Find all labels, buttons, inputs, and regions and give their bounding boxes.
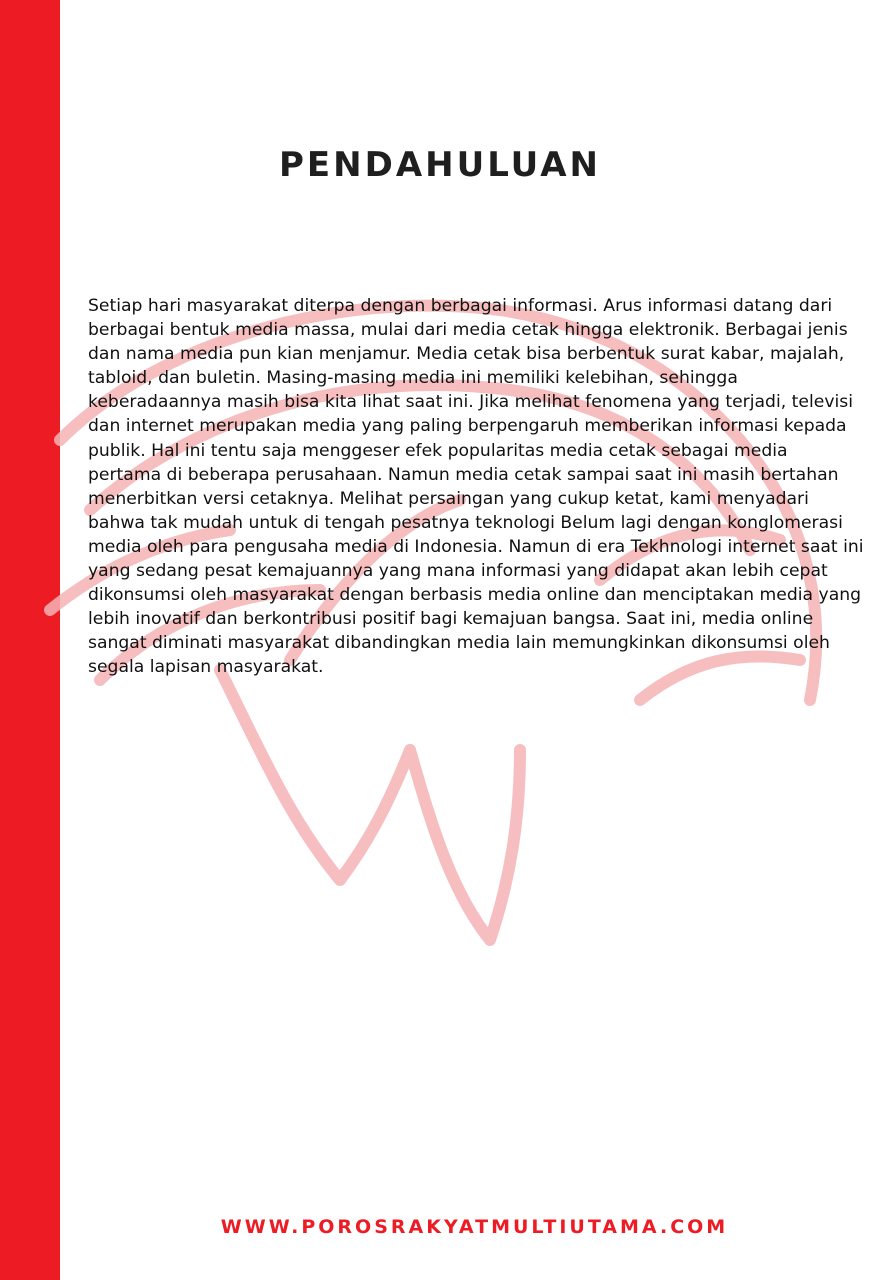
page-title: PENDAHULUAN — [279, 145, 601, 185]
intro-paragraph: Setiap hari masyarakat diterpa dengan berbagai informasi. Arus informasi datang dari berbagai bentuk media massa, mulai dari media cetak hingga elektronik. Berbagai jenis dan nama media pun kian menjamur. Media cetak bisa berbentuk surat kabar, majalah, tabloid, dan buletin. Masing-masing media ini memiliki kelebihan, sehingga keberadaannya masih bisa kita lihat saat ini. Jika melihat fenomena yang terjadi, televisi dan internet merupakan media yang paling berpengaruh memberikan informasi kepada publik. Hal ini tentu saja menggeser efek popularitas media cetak sebagai media pertama di beberapa perusahaan. Namun media cetak sampai saat ini masih bertahan menerbitkan versi cetaknya. Melihat persaingan yang cukup ketat, kami menyadari bahwa tak mudah untuk di tengah pesatnya teknologi Belum lagi dengan konglomerasi media oleh para pengusaha media di Indonesia. Namun di era Tekhnologi internet saat ini yang sedang pesat kemajuannya yang mana informasi yang didapat akan lebih cepat dikonsumsi oleh masyarakat dengan berbasis media online dan menciptakan media yang lebih inovatif dan berkontribusi positif bagi kemajuan bangsa. Saat ini, media online sangat diminati masyarakat dibandingkan media lain memungkinkan dikonsumsi oleh segala lapisan masyarakat. — [88, 296, 864, 678]
left-red-bar — [0, 0, 60, 1280]
footer-website-url: WWW.POROSRAKYATMULTIUTAMA.COM — [220, 1216, 729, 1238]
